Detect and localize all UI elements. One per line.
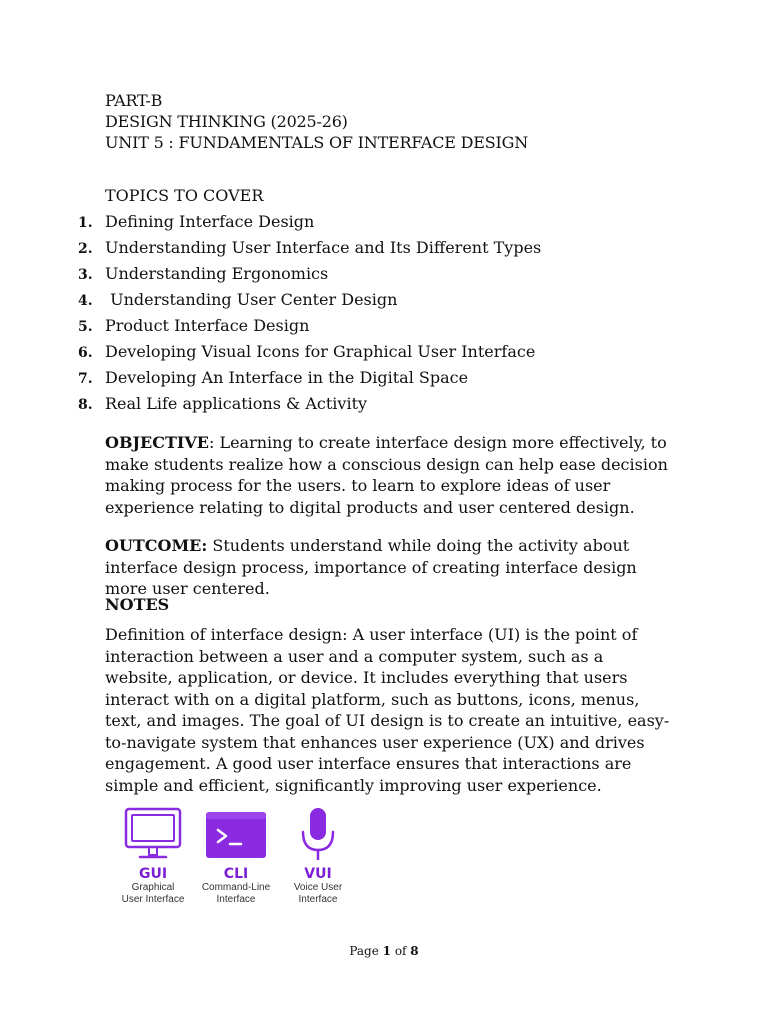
list-item-text: Understanding User Interface and Its Different Types [105, 238, 542, 257]
document-header [105, 90, 528, 153]
list-item [78, 367, 541, 393]
list-item-text: Developing Visual Icons for Graphical User Interface [105, 342, 536, 361]
list-item-text: Product Interface Design [105, 316, 310, 335]
notes-heading: NOTES [105, 595, 170, 614]
topics-heading: TOPICS TO COVER [105, 186, 264, 205]
vui-desc-line1: Voice User [293, 882, 343, 893]
list-item-number: 1. [78, 215, 93, 231]
list-item-number: 3. [78, 267, 93, 283]
vui-item [273, 806, 363, 906]
objective-label: OBJECTIVE [105, 433, 209, 452]
list-item [78, 341, 541, 367]
list-item-text: Understanding User Center Design [105, 290, 398, 309]
vui-abbr: VUI [304, 866, 332, 882]
list-item [78, 263, 541, 289]
microphone-icon [288, 806, 348, 864]
cli-desc-line1: Command-Line [201, 882, 271, 893]
of-word: of [391, 944, 411, 958]
total-page-number: 8 [410, 944, 419, 958]
list-item-text: Understanding Ergonomics [105, 264, 329, 283]
gui-item [108, 806, 198, 906]
page-word: Page [349, 944, 383, 958]
list-item-number: 7. [78, 371, 93, 387]
list-item [78, 237, 541, 263]
terminal-icon [206, 806, 266, 864]
outcome-label: OUTCOME: [105, 536, 208, 555]
course-title: DESIGN THINKING (2025-26) [105, 112, 348, 131]
current-page-number: 1 [382, 944, 391, 958]
part-label: PART-B [105, 91, 163, 110]
list-item-number: 5. [78, 319, 93, 335]
cli-abbr: CLI [223, 866, 249, 882]
list-item-number: 8. [78, 397, 93, 413]
objective-text: : Learning to create interface design more effectively, to make students realize how a conscious design can help ease decision making process for the users. to learn to explore ideas of user experience relating to digital products and user centered design. [105, 433, 668, 517]
unit-title: UNIT 5 : FUNDAMENTALS OF INTERFACE DESIGN [105, 133, 529, 152]
list-item-number: 4. [78, 293, 93, 309]
vui-desc-line2: Interface [298, 894, 338, 905]
list-item-number: 6. [78, 345, 93, 361]
gui-desc-line1: Graphical [131, 882, 175, 893]
gui-desc-line2: User Interface [121, 894, 185, 905]
notes-paragraph: Definition of interface design: A user interface (UI) is the point of interaction between a user and a computer system, such as a website, application, or device. It includes everything that users interact with on a digital platform, such as buttons, icons, menus, text, and images. The goal of UI design is to create an intuitive, easy-to-navigate system that enhances user experience (UX) and drives engagement. A good user interface ensures that interactions are simple and efficient, significantly improving user experience. [105, 625, 670, 795]
list-item-text: Defining Interface Design [105, 212, 315, 231]
list-item [78, 211, 541, 237]
objective-paragraph [105, 432, 675, 518]
page-footer [0, 944, 768, 958]
list-item-number: 2. [78, 241, 93, 257]
gui-abbr: GUI [138, 866, 168, 882]
list-item-text: Real Life applications & Activity [105, 394, 368, 413]
outcome-text: Students understand while doing the activity about interface design process, importance of creating interface design more user centered. [105, 536, 642, 598]
list-item [78, 393, 541, 419]
topics-list [78, 211, 541, 419]
list-item-text: Developing An Interface in the Digital Space [105, 368, 469, 387]
monitor-icon [123, 806, 183, 864]
list-item [78, 289, 541, 315]
interface-types-figure [108, 806, 348, 924]
cli-item [191, 806, 281, 906]
outcome-paragraph [105, 535, 675, 600]
list-item [78, 315, 541, 341]
cli-desc-line2: Interface [216, 894, 256, 905]
